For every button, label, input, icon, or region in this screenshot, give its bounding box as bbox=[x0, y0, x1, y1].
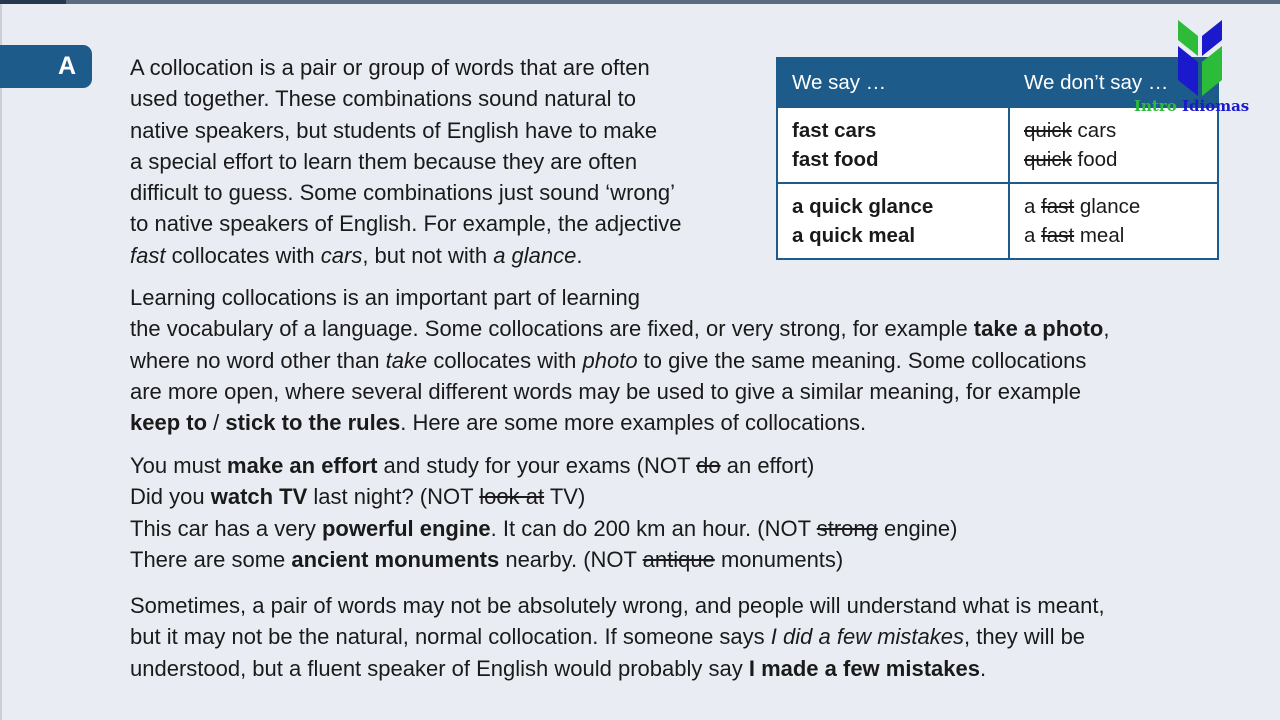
text-run: , but not with bbox=[362, 242, 494, 268]
text-run: / bbox=[207, 410, 226, 436]
we-dont-say-cell bbox=[1009, 183, 1218, 259]
text-run: engine) bbox=[877, 515, 958, 541]
text-run: meal bbox=[1074, 224, 1125, 247]
text-run: understood, but a fluent speaker of English would probably say bbox=[130, 655, 749, 681]
struck-word: strong bbox=[816, 515, 878, 541]
text-line bbox=[130, 450, 957, 481]
text-line bbox=[130, 313, 1110, 344]
bold-collocation: watch TV bbox=[210, 484, 308, 510]
correct-collocation: fast food bbox=[792, 148, 879, 171]
top-tab bbox=[0, 0, 66, 4]
text-run: TV) bbox=[544, 484, 586, 510]
text-run: . Here are some more examples of collocations. bbox=[400, 410, 867, 436]
text-run: a bbox=[1024, 195, 1042, 218]
bold-collocation: make an effort bbox=[227, 453, 378, 478]
struck-word: fast bbox=[1041, 195, 1075, 218]
text-run: . bbox=[576, 242, 583, 268]
we-say-cell bbox=[777, 183, 1009, 259]
bold-collocation: keep to bbox=[130, 410, 208, 436]
text-run: You must bbox=[130, 453, 228, 478]
text-run: but it may not be the natural, normal collocation. If someone says bbox=[130, 624, 771, 650]
text-run: . bbox=[979, 655, 987, 681]
text-run: Learning collocations is an important part of learning bbox=[130, 285, 640, 310]
text-run: nearby. (NOT bbox=[499, 546, 643, 572]
text-run: food bbox=[1071, 148, 1118, 171]
correct-collocation: a quick glance bbox=[792, 195, 934, 218]
text-line bbox=[130, 376, 1110, 407]
text-run: used together. These combinations sound natural to bbox=[130, 86, 636, 112]
text-line bbox=[130, 621, 1105, 652]
text-run: to native speakers of English. For example, the adjective bbox=[130, 211, 682, 237]
struck-word: antique bbox=[642, 546, 715, 572]
text-run: last night? (NOT bbox=[307, 484, 480, 510]
logo-word-intro: Intro bbox=[1134, 97, 1177, 115]
italic-text: photo bbox=[582, 347, 638, 373]
italic-text: cars bbox=[320, 242, 363, 268]
text-run: , they will be bbox=[963, 624, 1086, 650]
text-line bbox=[130, 653, 1105, 684]
text-line bbox=[130, 208, 682, 239]
text-run: where no word other than bbox=[130, 347, 386, 373]
struck-word: quick bbox=[1024, 119, 1072, 142]
text-run: This car has a very bbox=[130, 515, 322, 541]
incorrect-collocation bbox=[1024, 145, 1203, 174]
text-line bbox=[130, 146, 682, 177]
text-run: collocates with bbox=[427, 347, 583, 373]
text-run: collocates with bbox=[165, 242, 321, 268]
page-edge bbox=[0, 4, 2, 720]
incorrect-collocation bbox=[1024, 192, 1203, 221]
text-run: and study for your exams (NOT bbox=[377, 453, 697, 478]
incorrect-collocation bbox=[1024, 116, 1203, 145]
text-line bbox=[130, 544, 957, 575]
struck-word: quick bbox=[1024, 148, 1072, 171]
italic-text: fast bbox=[130, 242, 166, 268]
text-run: Did you bbox=[130, 484, 211, 510]
incorrect-collocation bbox=[1024, 221, 1203, 250]
paragraph-intro bbox=[130, 52, 682, 271]
text-run: . It can do 200 km an hour. (NOT bbox=[490, 515, 817, 541]
text-line bbox=[130, 590, 1105, 621]
text-run: difficult to guess. Some combinations just sound ‘wrong’ bbox=[130, 180, 675, 206]
text-line bbox=[130, 481, 957, 512]
correct-collocation: a quick meal bbox=[792, 224, 916, 247]
text-line bbox=[130, 513, 957, 544]
bold-collocation: stick to the rules bbox=[225, 410, 401, 436]
text-run: , bbox=[1103, 316, 1110, 342]
text-line bbox=[130, 83, 682, 114]
italic-text: a glance bbox=[493, 242, 577, 268]
paragraph-learning bbox=[130, 282, 1110, 438]
text-run: a special effort to learn them because they are often bbox=[130, 148, 638, 174]
text-run: glance bbox=[1074, 195, 1141, 218]
struck-word: do bbox=[696, 453, 721, 478]
struck-word: fast bbox=[1041, 224, 1075, 247]
text-line bbox=[130, 240, 682, 271]
italic-text: take bbox=[385, 347, 428, 373]
text-run: monuments) bbox=[714, 546, 844, 572]
text-run: to give the same meaning. Some collocations bbox=[637, 347, 1087, 373]
bold-collocation: powerful engine bbox=[321, 515, 491, 541]
text-line bbox=[130, 282, 1110, 313]
examples-list bbox=[130, 450, 957, 575]
italic-text: I did a few mistakes bbox=[770, 624, 964, 650]
header-we-dont-say: We don’t say … bbox=[1009, 58, 1218, 107]
logo-text bbox=[1134, 97, 1249, 115]
section-label: A bbox=[0, 45, 92, 88]
text-run: cars bbox=[1071, 119, 1117, 142]
text-line bbox=[130, 345, 1110, 376]
text-run: are more open, where several different words may be used to give a similar meaning, for example bbox=[130, 378, 1081, 404]
we-say-cell bbox=[777, 107, 1009, 183]
text-line bbox=[130, 52, 682, 83]
text-run: A collocation is a pair or group of words that are often bbox=[130, 55, 650, 80]
bold-collocation: I made a few mistakes bbox=[748, 655, 980, 681]
text-run: native speakers, but students of English have to make bbox=[130, 117, 658, 143]
text-run: an effort) bbox=[720, 453, 815, 478]
bold-collocation: ancient monuments bbox=[291, 546, 500, 572]
text-line bbox=[130, 115, 682, 146]
table-row bbox=[777, 183, 1218, 259]
correct-collocation: fast cars bbox=[792, 119, 877, 142]
text-line bbox=[130, 177, 682, 208]
text-run: There are some bbox=[130, 546, 292, 572]
text-run: the vocabulary of a language. Some collocations are fixed, or very strong, for example bbox=[130, 316, 974, 342]
struck-word: look at bbox=[479, 484, 545, 510]
logo-word-idiomas: Idiomas bbox=[1182, 97, 1250, 115]
text-run: Sometimes, a pair of words may not be absolutely wrong, and people will understand what is meant, bbox=[130, 593, 1105, 618]
paragraph-mistakes bbox=[130, 590, 1105, 684]
header-we-say: We say … bbox=[777, 58, 1009, 107]
text-run: a bbox=[1024, 224, 1042, 247]
text-line bbox=[130, 407, 1110, 438]
top-bar bbox=[0, 0, 1280, 4]
bold-collocation: take a photo bbox=[973, 316, 1104, 342]
